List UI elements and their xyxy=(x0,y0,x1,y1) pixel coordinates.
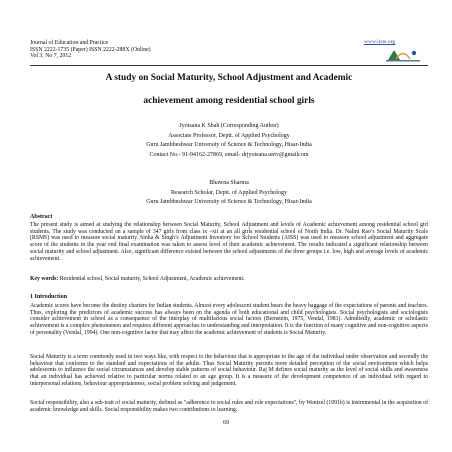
page-number: 69 xyxy=(223,420,229,426)
keywords-line xyxy=(30,276,428,282)
author1-affiliation: Guru Jambheshwar University of Science & Technology, Hisar-India xyxy=(146,142,312,149)
introduction-heading: 1 Introduction xyxy=(30,294,68,300)
author1-position: Associate Professor, Deptt. of Applied Psychology xyxy=(168,132,290,139)
abstract-text: The present study is aimed at studying the relationship between Social Maturity, School Adjustment and levels of Academic achievement among residential school girl students. The study was conducted on a sample of 347 girls from class ix –xii at an all girls residential school of North India. Dr. Nalini Rao’s Social Maturity Scale (RSMS) was used to measure social maturity. Sinha & Singh’s Adjustment Inventory for School Students (AISS) was used to measure school adjustment and aggregate score of the students in the year end final examination was taken to assess level of their academic achievement. The results indicated a significant relationship between social maturity and school adjustment. Also, significant difference existed between the school adjustments of the three groups i.e. low, high and average levels of academic achievement. xyxy=(30,222,428,262)
author1-block xyxy=(30,122,428,160)
paper-title-line1: A study on Social Maturity, School Adjustment and Academic xyxy=(105,73,353,83)
author1-contact: Contact No.- 91-94162-27869, email- drjyotsana.univ@gmailcom xyxy=(149,151,309,158)
author1-name: Jyotsana K Shah (Corresponding Author) xyxy=(179,123,279,129)
journal-volume: Vol 3, No 7, 2012 xyxy=(30,53,72,60)
keywords-label: Key words: xyxy=(30,276,59,282)
introduction-paragraph-2: Social Maturity is a term commonly used in two ways like, with respect to the behaviour that is appropriate to the age of the individual under observation and secondly the behaviour that conforms to the standard and expectations of the adults. Thus Social Maturity permits more detailed perception of the social environment which helps adolescents to influence the social circumstances and develop stable patterns of social behaviour. Raj M defines social maturity as the level of social skills and awareness that an individual has achieved relative to particular norms related to an age group. It is a measure of the development competence of an individual with regard to interpersonal relations, behaviour appropriateness, social problem solving and judgement. xyxy=(30,354,428,387)
journal-info xyxy=(30,40,151,60)
introduction-paragraph-3: Social responsibility, also a sub-trait of social maturity, defined as "adherence to social rules and role expectations", by Wentzel (1991b) is instrumental in the acquisition of academic knowledge and skills. Social responsibility makes two contributions to learning. xyxy=(30,400,428,413)
journal-website-link[interactable]: www.iiste.org xyxy=(364,39,396,45)
introduction-paragraph-1: Academic scores have become the destiny charters for Indian students. Almost every adolescent student bears the heavy baggage of the expectations of parents and teachers. Thus, exploring the predictors of academic success has always been on the agenda of both educational and child psychologists. Social psychologists and sociologists consider achievement in school as a consequence of the interplay of multifarious social factors (Bernstein, 1975, Vendal, 1981). Admittedly, academic or scholastic achievement is a complex phenomenon and requires different approaches to understanding and interpretation. It is the function of many cognitive and non-cognitive aspects of personality (Vendal, 1994). One non-cognitive factor that may affect the academic achievement of students is Social Maturity. xyxy=(30,303,428,336)
paper-title-line2: achievement among residential school girls xyxy=(143,96,315,106)
iiste-logo xyxy=(384,47,422,63)
abstract-heading: Abstract xyxy=(30,214,53,220)
author2-affiliation: Guru Jambheshwar University of Science & Technology, Hisar-India xyxy=(146,199,312,206)
author2-block xyxy=(30,179,428,208)
keywords-text: Residential school, Social maturity, School Adjustment, Academic achievement. xyxy=(58,276,245,282)
author2-position: Research Scholar, Deptt. of Applied Psychology xyxy=(171,189,287,196)
header-divider xyxy=(30,65,428,66)
journal-name: Journal of Education and Practice xyxy=(30,40,109,46)
journal-issn: ISSN 2222-1735 (Paper) ISSN 2222-288X (Online) xyxy=(30,46,151,53)
author2-name: Bhawna Sharma xyxy=(209,180,249,186)
